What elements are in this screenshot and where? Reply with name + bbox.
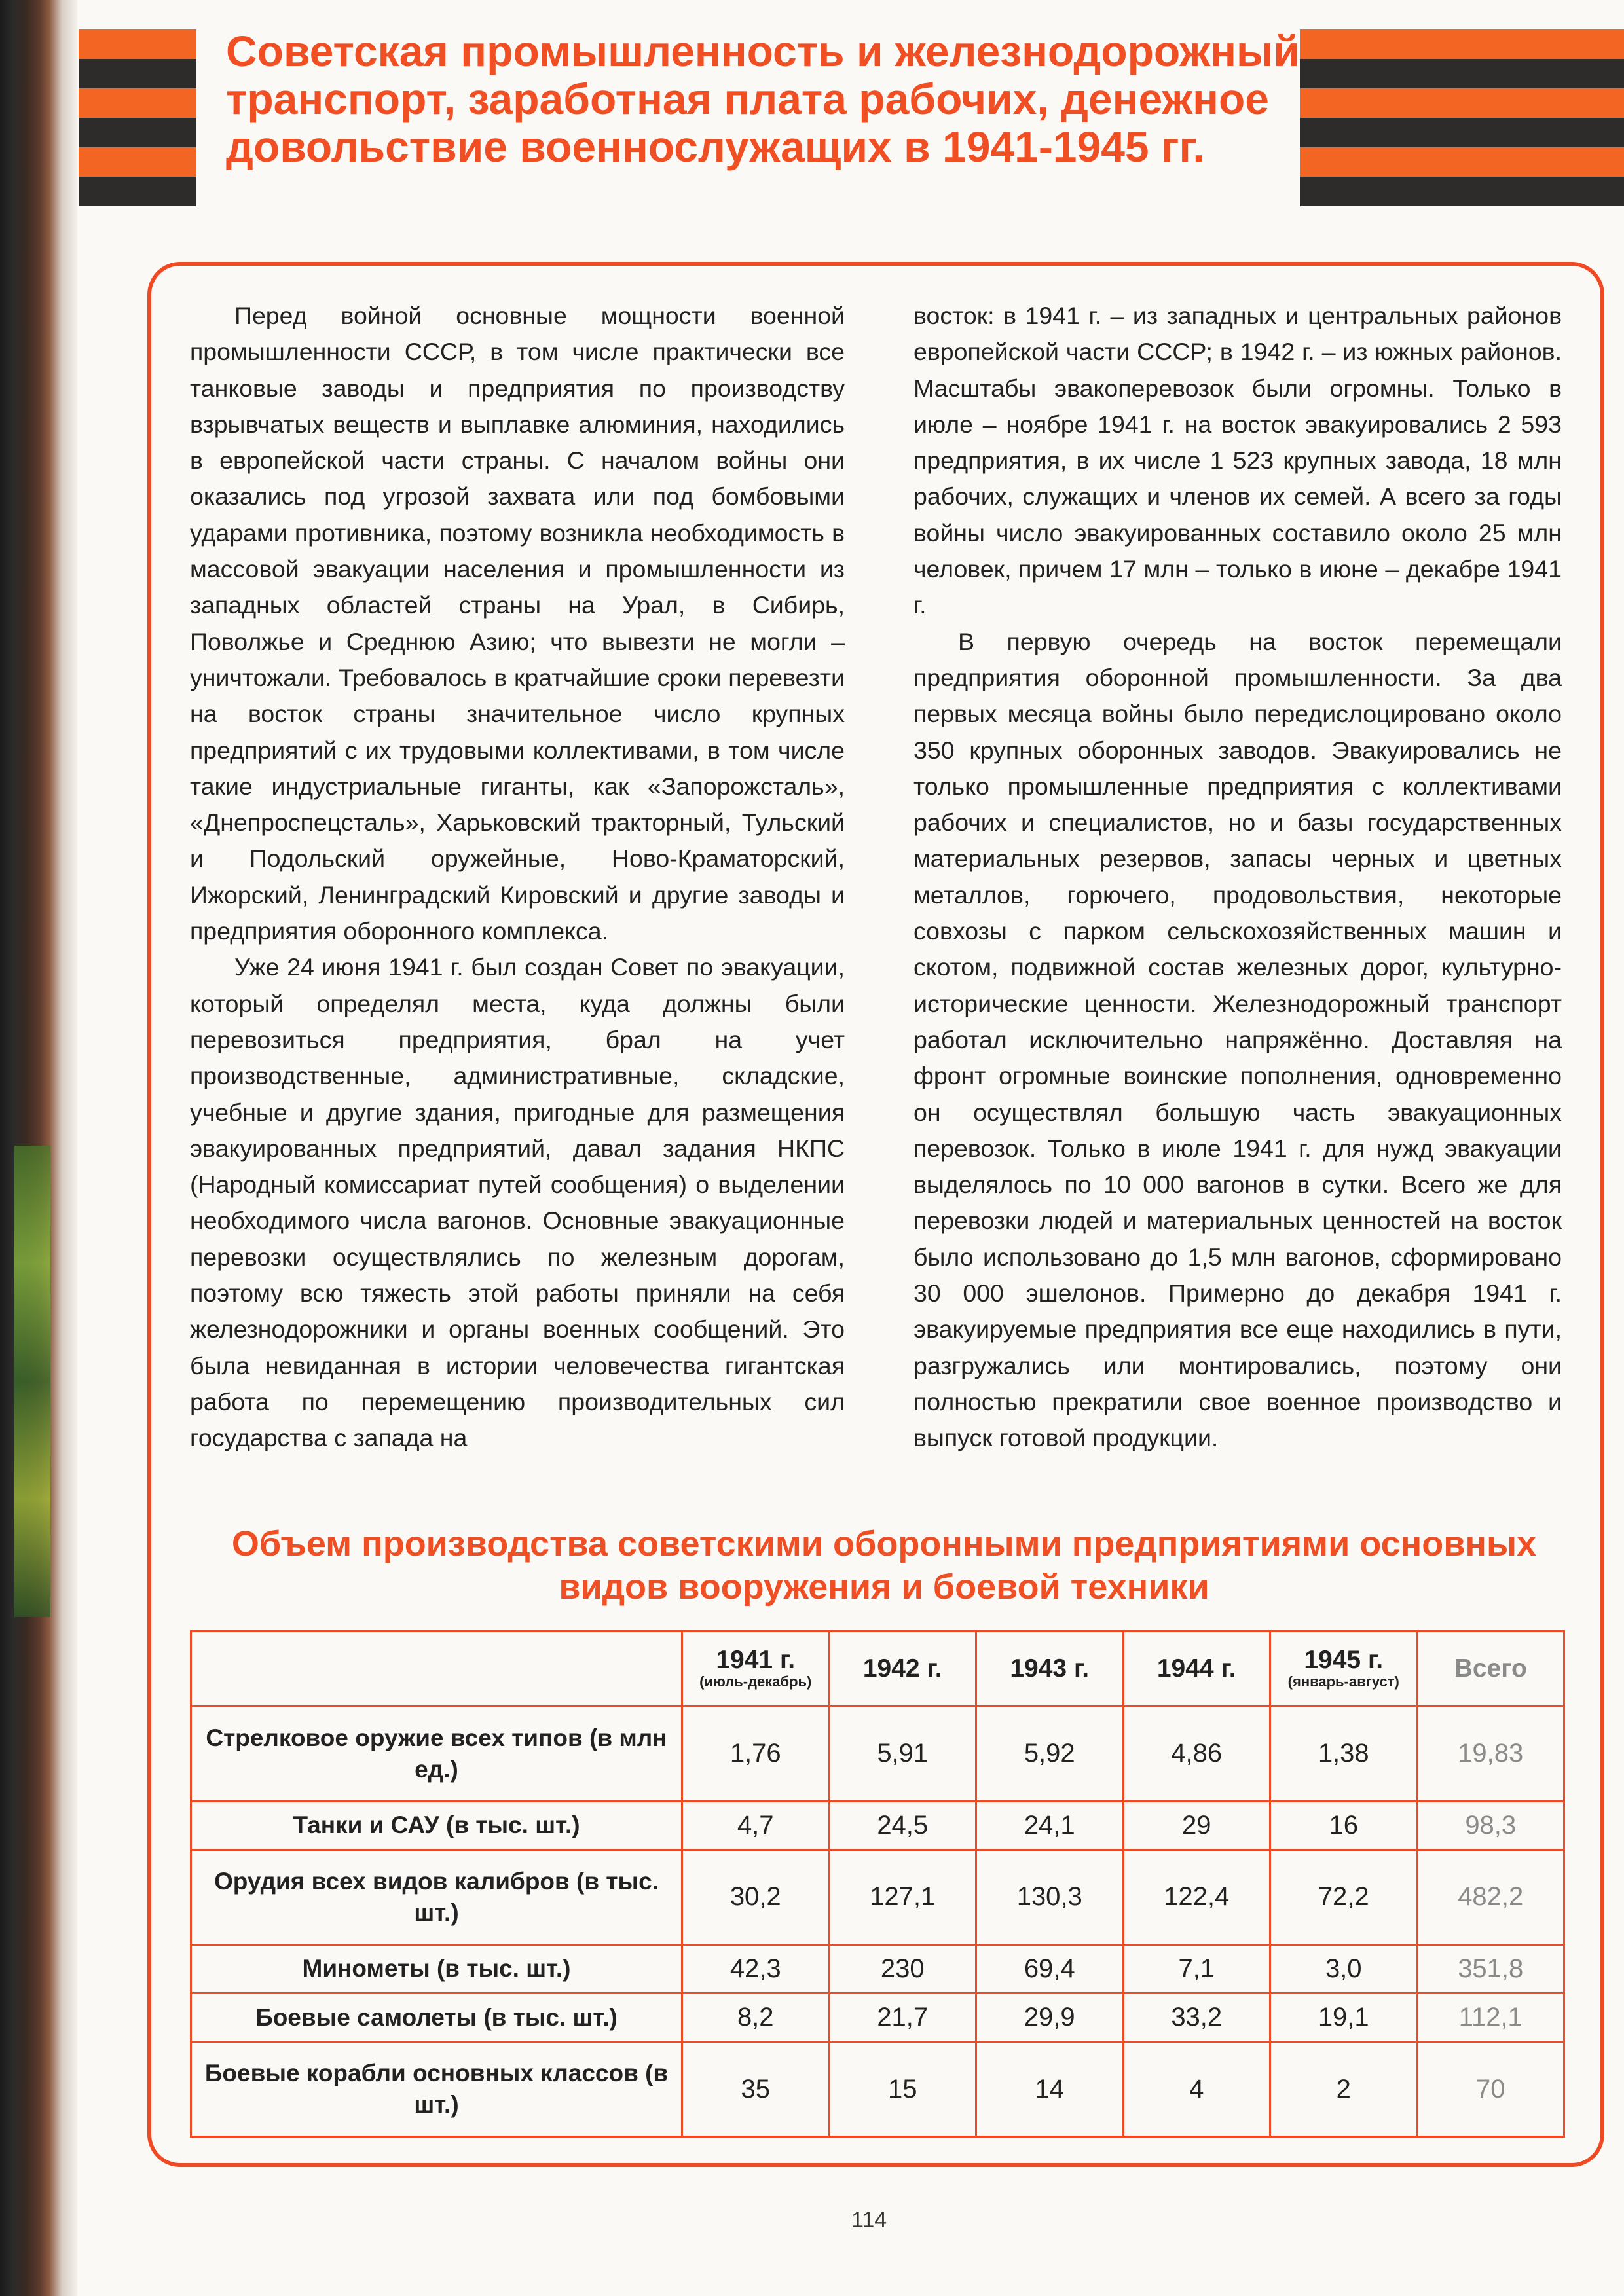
table-row (191, 1707, 1564, 1802)
table-cell-total: 351,8 (1417, 1944, 1564, 1993)
row-label: Боевые самолеты (в тыс. шт.) (191, 1993, 682, 2041)
st-george-ribbon-right (1300, 29, 1624, 206)
table-row (191, 1944, 1564, 1993)
row-label: Минометы (в тыс. шт.) (191, 1944, 682, 1993)
table-cell: 4,86 (1123, 1707, 1270, 1802)
header-corner (191, 1631, 682, 1707)
table-cell: 1,38 (1270, 1707, 1418, 1802)
row-label: Орудия всех видов калибров (в тыс. шт.) (191, 1850, 682, 1944)
table-row (191, 1993, 1564, 2041)
table-cell: 4 (1123, 2042, 1270, 2137)
header-cell: 1942 г. (829, 1631, 976, 1707)
table-cell: 24,5 (829, 1801, 976, 1850)
table-row (191, 1801, 1564, 1850)
header-cell: 1943 г. (976, 1631, 1124, 1707)
header-cell: Всего (1417, 1631, 1564, 1707)
table-title: Объем производства советскими оборонными предприятиями основных видов вооружения и боевой техники (231, 1524, 1537, 1607)
table-cell: 29 (1123, 1801, 1270, 1850)
table-cell: 3,0 (1270, 1944, 1418, 1993)
st-george-ribbon-left (79, 29, 196, 206)
table-row (191, 2042, 1564, 2137)
paragraph: В первую очередь на восток перемещали предприятия оборонной промышленности. За два первых месяца войны было передислоцировано около 350 крупных оборонных заводов. Эвакуировались не только промышленные предприятия с коллективами рабочих и специалистов, но и базы государственных материальных резервов, запасы черных и цветных металлов, горючего, продовольствия, некоторые совхозы с парком сельскохозяйственных машин и скотом, подвижной состав железных дорог, культурно-исторические ценности. Железнодорожный транспорт работал исключительно напряжённо. Доставляя на фронт огромные воинские пополнения, одновременно он осуществлял большую часть эвакуационных перевозок. Только в июле 1941 г. для нужд эвакуации выделялось по 10 000 вагонов в сутки. Всего же для перевозки людей и материальных ценностей на восток было использовано до 1,5 млн вагонов, сформировано 30 000 эшелонов. Примерно до декабря 1941 г. эвакуируемые предприятия все еще находились в пути, разгружались или монтировались, поэтому они полностью прекратили свое военное производство и выпуск готовой продукции. (913, 627, 1562, 1452)
header-cell: 1941 г. (июль-декабрь) (682, 1631, 830, 1707)
table-cell: 16 (1270, 1801, 1418, 1850)
row-label: Стрелковое оружие всех типов (в млн ед.) (191, 1707, 682, 1802)
table-header-row (191, 1631, 1564, 1707)
table-cell: 24,1 (976, 1801, 1124, 1850)
header-cell: 1945 г. (январь-август) (1270, 1631, 1418, 1707)
row-label: Боевые корабли основных классов (в шт.) (191, 2042, 682, 2137)
paragraph: восток: в 1941 г. – из западных и центральных районов европейской части СССР; в 1942 г. – из южных районов. Масштабы эвакоперевозок были огромны. Только в июле – ноябре 1941 г. на восток эвакуировались 2 593 предприятия, в их числе 1 523 крупных завода, 18 млн рабочих, служащих и членов их семей. А всего за годы войны число эвакуированных составило около 25 млн человек, причем 17 млн – только в июне – декабре 1941 г. (913, 302, 1562, 619)
book-binding-edge (0, 0, 77, 2296)
table-cell-total: 98,3 (1417, 1801, 1564, 1850)
table-cell: 14 (976, 2042, 1124, 2137)
page-number: 114 (851, 2208, 887, 2232)
table-cell-total: 482,2 (1417, 1850, 1564, 1944)
table-row (191, 1850, 1564, 1944)
table-cell: 30,2 (682, 1850, 830, 1944)
table-cell: 127,1 (829, 1850, 976, 1944)
header-cell: 1944 г. (1123, 1631, 1270, 1707)
text-column-left (190, 298, 845, 1457)
table-cell: 122,4 (1123, 1850, 1270, 1944)
table-cell: 35 (682, 2042, 830, 2137)
table-cell: 15 (829, 2042, 976, 2137)
page-title: Советская промышленность и железнодорожный транспорт, заработная плата рабочих, денежное довольствие военнослужащих в 1941-1945 гг. (226, 27, 1300, 171)
table-cell: 29,9 (976, 1993, 1124, 2041)
table-cell: 230 (829, 1944, 976, 1993)
table-cell: 42,3 (682, 1944, 830, 1993)
table-cell: 130,3 (976, 1850, 1124, 1944)
table-cell: 72,2 (1270, 1850, 1418, 1944)
row-label: Танки и САУ (в тыс. шт.) (191, 1801, 682, 1850)
table-cell: 2 (1270, 2042, 1418, 2137)
table-cell: 21,7 (829, 1993, 976, 2041)
text-column-right (913, 298, 1562, 1457)
table-cell: 69,4 (976, 1944, 1124, 1993)
table-cell-total: 112,1 (1417, 1993, 1564, 2041)
production-table (190, 1630, 1565, 2138)
table-cell: 4,7 (682, 1801, 830, 1850)
table-cell: 1,76 (682, 1707, 830, 1802)
table-cell: 5,92 (976, 1707, 1124, 1802)
table-cell: 33,2 (1123, 1993, 1270, 2041)
table-cell: 5,91 (829, 1707, 976, 1802)
table-cell-total: 70 (1417, 2042, 1564, 2137)
paragraph: Перед войной основные мощности военной промышленности СССР, в том числе практически все танковые заводы и предприятия по производству взрывчатых веществ и выплавке алюминия, находились в европейской части страны. С началом войны они оказались под угрозой захвата или под бомбовыми ударами противника, поэтому возникла необходимость в массовой эвакуации населения и промышленности из западных областей страны на Урал, в Сибирь, Поволжье и Среднюю Азию; что вывезти не могли – уничтожали. Требовалось в кратчайшие сроки перевезти на восток страны значительное число крупных предприятий с их трудовыми коллективами, в том числе такие индустриальные гиганты, как «Запорожсталь», «Днепроспецсталь», Харьковский тракторный, Тульский и Подольский оружейные, Ново-Краматорский, Ижорский, Ленинградский Кировский и другие заводы и предприятия оборонного комплекса. (190, 302, 845, 945)
paragraph: Уже 24 июня 1941 г. был создан Совет по эвакуации, который определял места, куда должны были перевозиться предприятия, брал на учет производственные, административные, складские, учебные и другие здания, пригодные для размещения эвакуированных предприятий, давал задания НКПС (Народный комиссариат путей сообщения) о выделении необходимого числа вагонов. Основные эвакуационные перевозки осуществлялись по железным дорогам, поэтому всю тяжесть этой работы приняли на себя железнодорожники и органы военных сообщений. Это была невиданная в истории человечества гигантская работа по перемещению производительных сил государства с запада на (190, 953, 845, 1452)
table-cell: 19,1 (1270, 1993, 1418, 2041)
table-cell-total: 19,83 (1417, 1707, 1564, 1802)
table-cell: 7,1 (1123, 1944, 1270, 1993)
table-cell: 8,2 (682, 1993, 830, 2041)
